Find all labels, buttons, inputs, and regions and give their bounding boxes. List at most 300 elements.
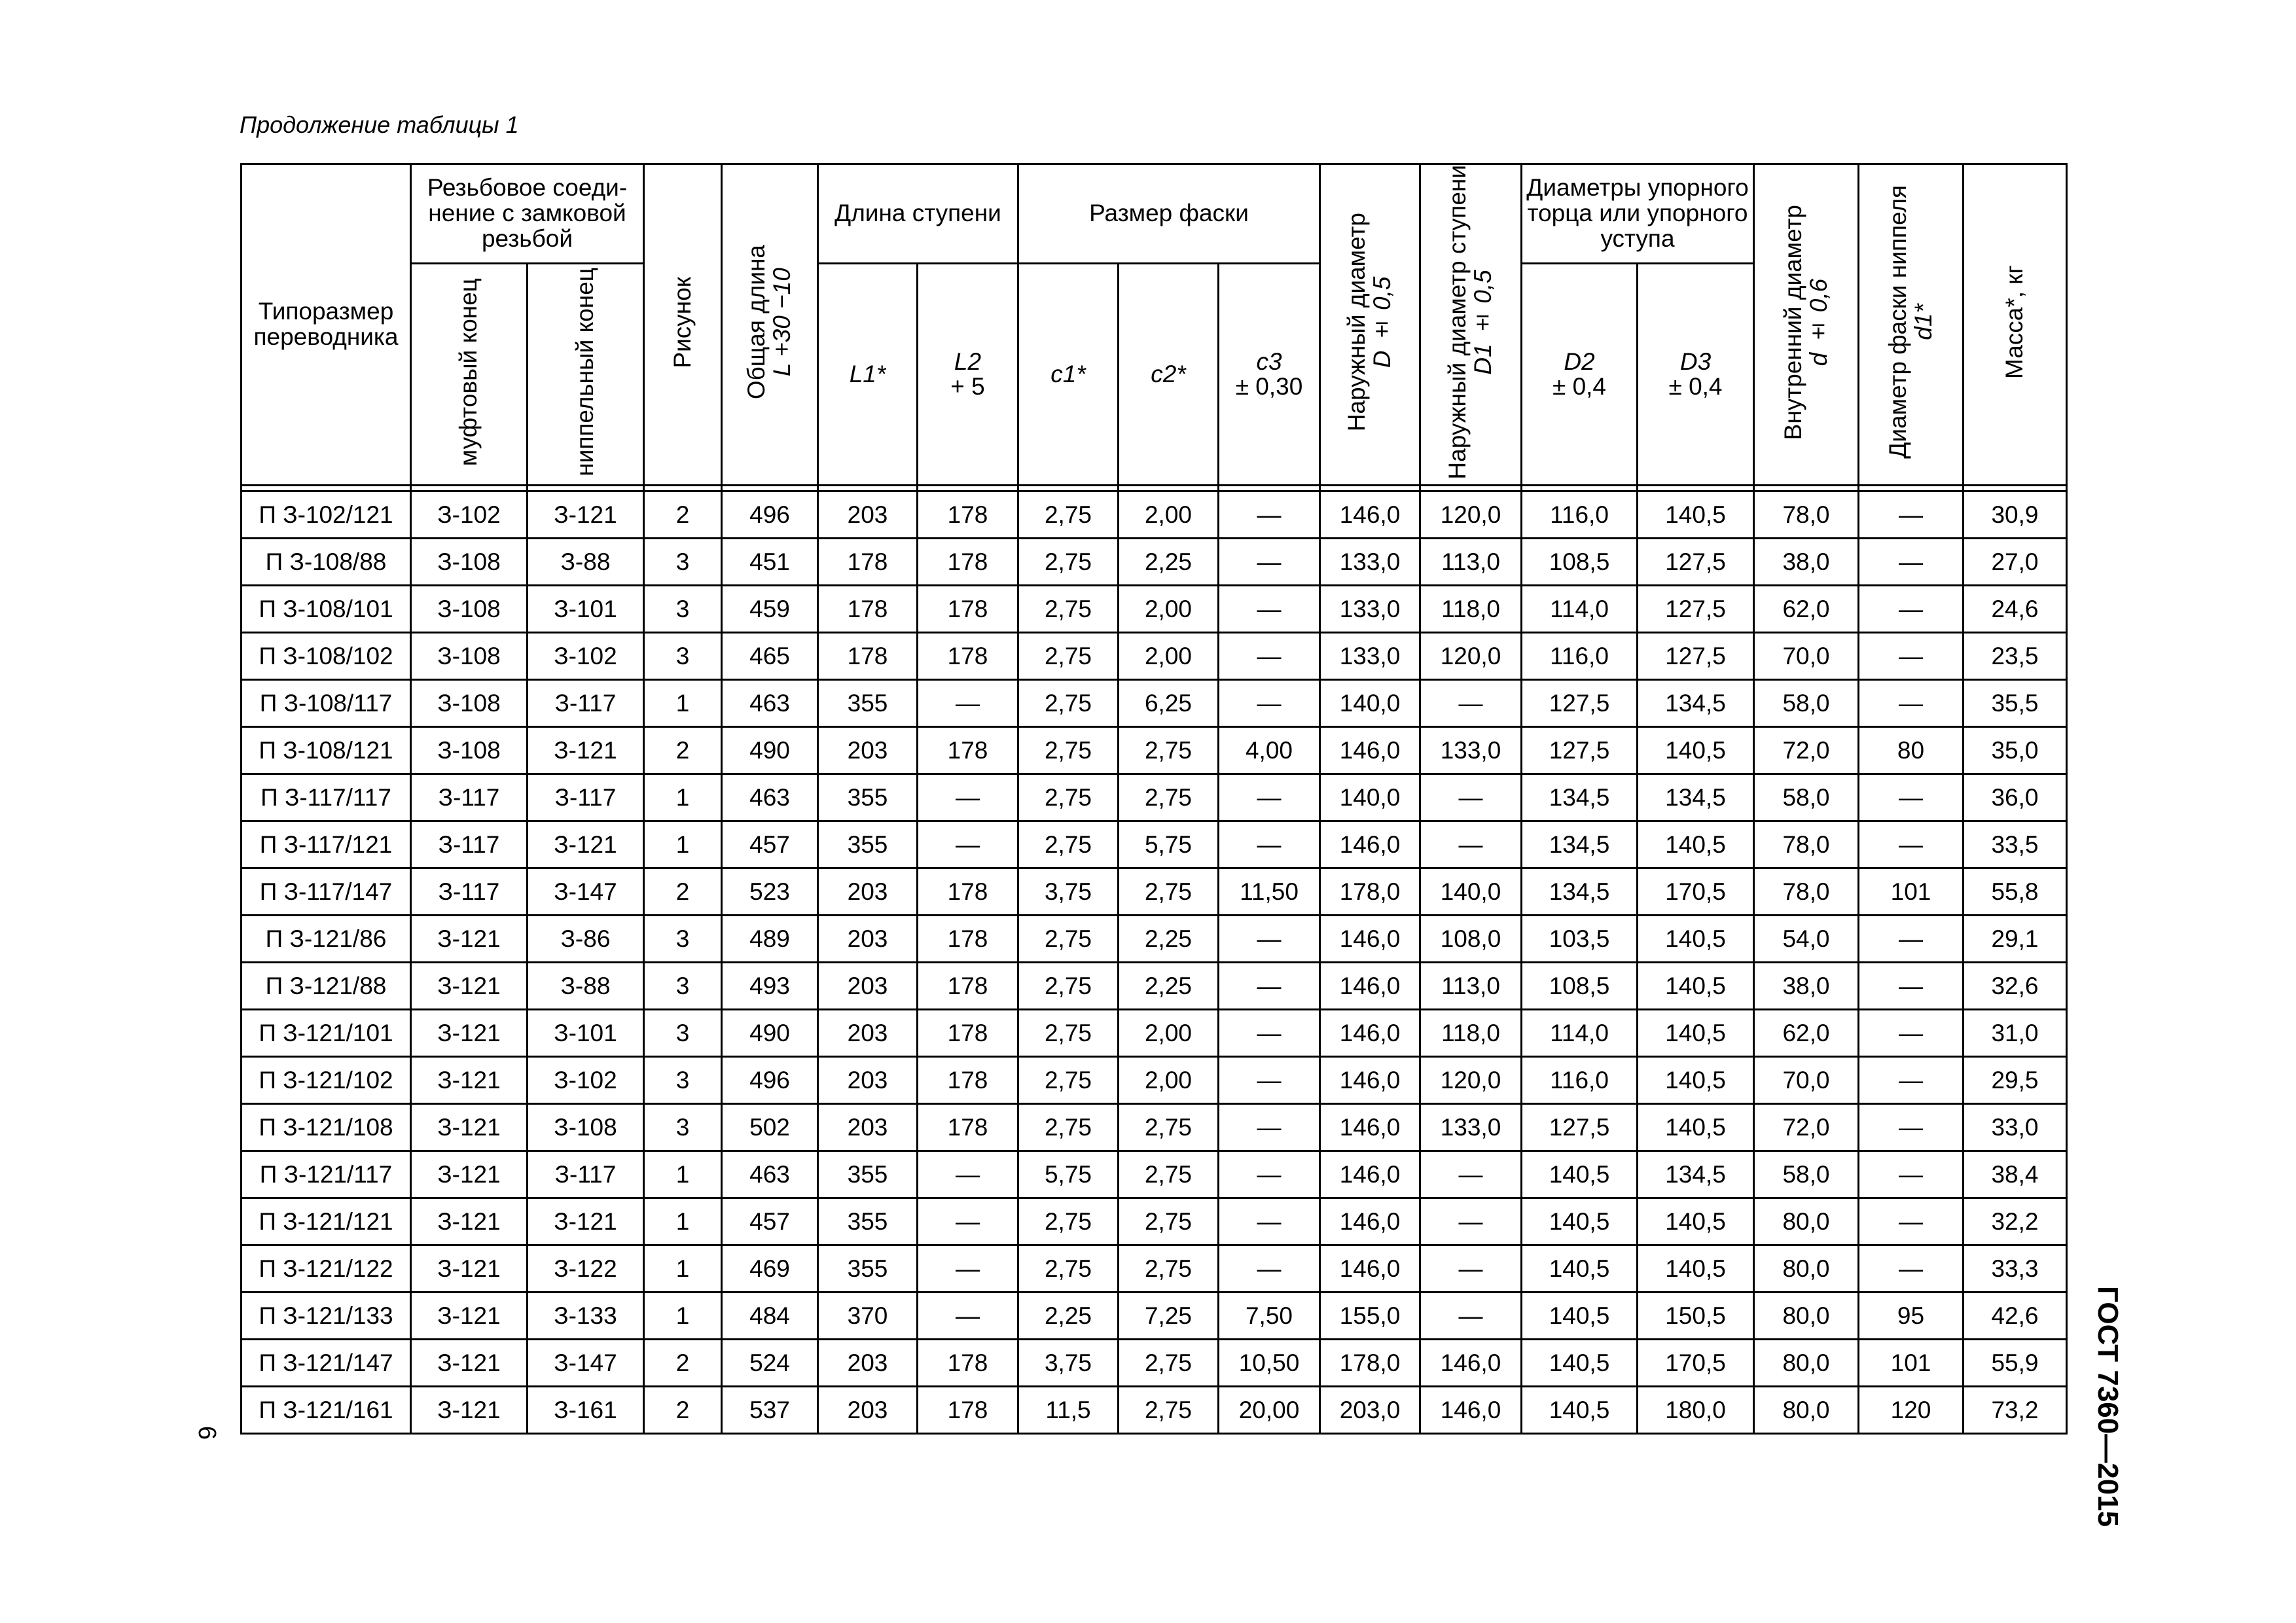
table-cell: 3 xyxy=(644,1010,722,1057)
table-cell: — xyxy=(1859,680,1964,727)
table-cell: 5,75 xyxy=(1018,1151,1119,1198)
table-cell: 113,0 xyxy=(1420,963,1522,1010)
table-cell: 490 xyxy=(722,1010,818,1057)
table-cell: 78,0 xyxy=(1754,821,1859,868)
table-row xyxy=(242,1151,2067,1198)
table-body xyxy=(242,491,2067,1434)
table-row xyxy=(242,586,2067,633)
table-cell: 2,75 xyxy=(1018,633,1119,680)
table-cell: П З-117/117 xyxy=(242,774,411,821)
table-row xyxy=(242,539,2067,586)
table-cell: 114,0 xyxy=(1522,1010,1638,1057)
table-cell: З-121 xyxy=(528,491,644,539)
table-cell: З-108 xyxy=(411,586,528,633)
table-cell: — xyxy=(1859,1245,1964,1293)
table-cell: 114,0 xyxy=(1522,586,1638,633)
table-cell: 178 xyxy=(918,868,1018,916)
table-cell: 140,5 xyxy=(1638,1057,1754,1104)
table-cell: 80 xyxy=(1859,727,1964,774)
table-cell: 2,25 xyxy=(1119,916,1219,963)
table-cell: 72,0 xyxy=(1754,727,1859,774)
table-cell: 6,25 xyxy=(1119,680,1219,727)
table-cell: 170,5 xyxy=(1638,868,1754,916)
table-cell: 108,5 xyxy=(1522,539,1638,586)
table-cell: 140,5 xyxy=(1522,1340,1638,1387)
table-cell: 178 xyxy=(918,727,1018,774)
table-row xyxy=(242,1057,2067,1104)
header-c3: c3 ± 0,30 xyxy=(1219,264,1320,486)
table-cell: 178 xyxy=(918,586,1018,633)
table-cell: 2,25 xyxy=(1119,539,1219,586)
table-cell: 140,5 xyxy=(1638,916,1754,963)
table-cell: 55,9 xyxy=(1964,1340,2067,1387)
table-cell: З-121 xyxy=(528,727,644,774)
table-cell: 2,75 xyxy=(1119,1387,1219,1434)
table-cell: З-101 xyxy=(528,586,644,633)
table-cell: 33,0 xyxy=(1964,1104,2067,1151)
table-cell: 78,0 xyxy=(1754,868,1859,916)
table-row xyxy=(242,491,2067,539)
table-cell: — xyxy=(918,1245,1018,1293)
table-cell: 80,0 xyxy=(1754,1245,1859,1293)
table-cell: 33,5 xyxy=(1964,821,2067,868)
table-cell: 80,0 xyxy=(1754,1293,1859,1340)
table-row xyxy=(242,868,2067,916)
table-cell: 3 xyxy=(644,633,722,680)
table-cell: 1 xyxy=(644,821,722,868)
header-thread-connection: Резьбовое соеди-нение с замковой резьбой xyxy=(411,164,644,264)
table-cell: 2,00 xyxy=(1119,491,1219,539)
table-row xyxy=(242,821,2067,868)
table-cell: 2,75 xyxy=(1018,1057,1119,1104)
table-cell: 140,5 xyxy=(1638,963,1754,1010)
table-cell: — xyxy=(1859,1057,1964,1104)
header-nipple-chamfer: Диаметр фаски ниппеля d1* xyxy=(1859,164,1964,486)
table-cell: 178,0 xyxy=(1320,868,1420,916)
table-cell: — xyxy=(1420,1198,1522,1245)
table-cell: З-117 xyxy=(528,1151,644,1198)
table-cell: 459 xyxy=(722,586,818,633)
standard-designation: ГОСТ 7360—2015 xyxy=(2092,1286,2124,1527)
table-cell: 140,5 xyxy=(1638,1198,1754,1245)
table-cell: 355 xyxy=(818,1198,918,1245)
table-cell: 140,0 xyxy=(1320,774,1420,821)
table-cell: 463 xyxy=(722,774,818,821)
table-cell: 140,5 xyxy=(1638,727,1754,774)
table-cell: 140,5 xyxy=(1522,1387,1638,1434)
table-cell: — xyxy=(918,680,1018,727)
table-cell: 178 xyxy=(918,1340,1018,1387)
table-cell: 2,75 xyxy=(1119,868,1219,916)
table-cell: — xyxy=(918,1198,1018,1245)
table-cell: 35,5 xyxy=(1964,680,2067,727)
table-cell: 140,5 xyxy=(1522,1293,1638,1340)
table-cell: З-121 xyxy=(411,963,528,1010)
table-cell: — xyxy=(1859,491,1964,539)
table-row xyxy=(242,963,2067,1010)
table-cell: — xyxy=(918,1151,1018,1198)
table-cell: 203 xyxy=(818,1340,918,1387)
table-cell: З-117 xyxy=(528,774,644,821)
table-cell: 146,0 xyxy=(1320,727,1420,774)
table-cell: 2,75 xyxy=(1018,916,1119,963)
table-cell: 370 xyxy=(818,1293,918,1340)
table-cell: 116,0 xyxy=(1522,633,1638,680)
header-l2: L2 + 5 xyxy=(918,264,1018,486)
header-typesize: Типоразмер переводника xyxy=(242,164,411,486)
table-cell: 2,75 xyxy=(1018,727,1119,774)
table-cell: 2,75 xyxy=(1018,963,1119,1010)
table-cell: З-117 xyxy=(528,680,644,727)
table-cell: П З-108/121 xyxy=(242,727,411,774)
table-cell: П З-117/121 xyxy=(242,821,411,868)
header-c2: c2* xyxy=(1119,264,1219,486)
table-cell: 502 xyxy=(722,1104,818,1151)
table-row xyxy=(242,916,2067,963)
table-cell: 108,5 xyxy=(1522,963,1638,1010)
table-cell: — xyxy=(1420,1293,1522,1340)
table-cell: 178 xyxy=(818,539,918,586)
table-cell: 38,4 xyxy=(1964,1151,2067,1198)
table-cell: 10,50 xyxy=(1219,1340,1320,1387)
table-cell: 120,0 xyxy=(1420,1057,1522,1104)
table-cell: 146,0 xyxy=(1320,916,1420,963)
table-cell: П З-121/101 xyxy=(242,1010,411,1057)
header-shoulder-diameters: Диаметры упорного торца или упорного уступа xyxy=(1522,164,1754,264)
table-cell: З-121 xyxy=(411,1151,528,1198)
adapter-table xyxy=(240,163,2068,1435)
table-cell: 116,0 xyxy=(1522,491,1638,539)
table-cell: П З-121/121 xyxy=(242,1198,411,1245)
table-cell: 11,50 xyxy=(1219,868,1320,916)
table-cell: П З-117/147 xyxy=(242,868,411,916)
table-cell: 23,5 xyxy=(1964,633,2067,680)
table-cell: 2,75 xyxy=(1018,680,1119,727)
table-cell: 38,0 xyxy=(1754,539,1859,586)
table-cell: 203 xyxy=(818,916,918,963)
table-cell: 140,5 xyxy=(1522,1198,1638,1245)
table-cell: 127,5 xyxy=(1638,539,1754,586)
table-cell: П З-121/102 xyxy=(242,1057,411,1104)
table-cell: 146,0 xyxy=(1320,1104,1420,1151)
table-cell: 150,5 xyxy=(1638,1293,1754,1340)
table-cell: 58,0 xyxy=(1754,1151,1859,1198)
table-cell: 1 xyxy=(644,1198,722,1245)
table-cell: 127,5 xyxy=(1638,586,1754,633)
table-cell: 1 xyxy=(644,1151,722,1198)
table-cell: — xyxy=(1859,1198,1964,1245)
table-cell: 2,75 xyxy=(1018,1245,1119,1293)
table-row xyxy=(242,774,2067,821)
table-cell: З-147 xyxy=(528,868,644,916)
header-total-length: Общая длина L +30 −10 xyxy=(722,164,818,486)
table-cell: З-117 xyxy=(411,868,528,916)
header-l1: L1* xyxy=(818,264,918,486)
table-cell: 7,50 xyxy=(1219,1293,1320,1340)
table-cell: — xyxy=(918,1293,1018,1340)
table-cell: 178 xyxy=(918,1387,1018,1434)
table-cell: — xyxy=(1859,916,1964,963)
table-cell: 140,0 xyxy=(1320,680,1420,727)
table-cell: 32,6 xyxy=(1964,963,2067,1010)
table-cell: 1 xyxy=(644,1293,722,1340)
table-cell: 2,75 xyxy=(1018,1198,1119,1245)
table-cell: З-101 xyxy=(528,1010,644,1057)
table-cell: 203 xyxy=(818,963,918,1010)
table-cell: — xyxy=(1859,1104,1964,1151)
table-cell: — xyxy=(1219,1151,1320,1198)
table-cell: П З-121/147 xyxy=(242,1340,411,1387)
table-cell: — xyxy=(1219,821,1320,868)
table-cell: 178 xyxy=(918,1104,1018,1151)
table-cell: 133,0 xyxy=(1420,1104,1522,1151)
table-cell: З-88 xyxy=(528,963,644,1010)
table-cell: 27,0 xyxy=(1964,539,2067,586)
table-cell: — xyxy=(1219,774,1320,821)
table-cell: — xyxy=(1859,1010,1964,1057)
table-cell: 2,75 xyxy=(1119,727,1219,774)
table-cell: 2,75 xyxy=(1119,774,1219,821)
table-cell: 80,0 xyxy=(1754,1340,1859,1387)
table-cell: 3,75 xyxy=(1018,1340,1119,1387)
header-d3: D3 ± 0,4 xyxy=(1638,264,1754,486)
table-cell: З-121 xyxy=(411,1293,528,1340)
table-cell: 2 xyxy=(644,491,722,539)
table-cell: 496 xyxy=(722,1057,818,1104)
table-cell: 355 xyxy=(818,680,918,727)
header-d2: D2 ± 0,4 xyxy=(1522,264,1638,486)
table-cell: 80,0 xyxy=(1754,1198,1859,1245)
header-coupling-end: муфтовый конец xyxy=(411,264,528,486)
table-cell: П З-121/86 xyxy=(242,916,411,963)
table-cell: 140,0 xyxy=(1420,868,1522,916)
table-cell: 101 xyxy=(1859,1340,1964,1387)
table-cell: 134,5 xyxy=(1522,774,1638,821)
table-cell: З-108 xyxy=(411,633,528,680)
table-cell: 178 xyxy=(918,916,1018,963)
table-cell: 3 xyxy=(644,586,722,633)
table-row xyxy=(242,1387,2067,1434)
table-cell: — xyxy=(1420,1245,1522,1293)
table-cell: З-121 xyxy=(528,821,644,868)
table-cell: З-121 xyxy=(411,1387,528,1434)
table-cell: 2,75 xyxy=(1119,1104,1219,1151)
table-cell: 133,0 xyxy=(1320,586,1420,633)
table-cell: 2,75 xyxy=(1119,1245,1219,1293)
table-cell: 203 xyxy=(818,727,918,774)
table-cell: — xyxy=(1219,963,1320,1010)
table-row xyxy=(242,1293,2067,1340)
table-row xyxy=(242,633,2067,680)
table-cell: 3 xyxy=(644,963,722,1010)
table-cell: П З-108/101 xyxy=(242,586,411,633)
table-cell: 120,0 xyxy=(1420,633,1522,680)
table-cell: 70,0 xyxy=(1754,633,1859,680)
table-cell: 2 xyxy=(644,1340,722,1387)
table-cell: 134,5 xyxy=(1638,1151,1754,1198)
table-cell: 3 xyxy=(644,1057,722,1104)
table-cell: 178 xyxy=(918,1057,1018,1104)
table-cell: З-108 xyxy=(411,680,528,727)
table-cell: 146,0 xyxy=(1320,821,1420,868)
table-cell: 2,25 xyxy=(1018,1293,1119,1340)
table-cell: 457 xyxy=(722,1198,818,1245)
table-cell: 2 xyxy=(644,868,722,916)
table-cell: З-147 xyxy=(528,1340,644,1387)
table-cell: З-121 xyxy=(411,1245,528,1293)
table-cell: 355 xyxy=(818,774,918,821)
table-cell: 3 xyxy=(644,539,722,586)
table-cell: 127,5 xyxy=(1638,633,1754,680)
table-cell: 101 xyxy=(1859,868,1964,916)
table-cell: 2,00 xyxy=(1119,633,1219,680)
table-cell: 355 xyxy=(818,1245,918,1293)
table-cell: 134,5 xyxy=(1522,868,1638,916)
table-cell: — xyxy=(1219,491,1320,539)
table-cell: — xyxy=(1219,1057,1320,1104)
table-cell: — xyxy=(1420,774,1522,821)
table-row xyxy=(242,1198,2067,1245)
table-cell: 103,5 xyxy=(1522,916,1638,963)
table-cell: З-121 xyxy=(411,1010,528,1057)
table-cell: 118,0 xyxy=(1420,1010,1522,1057)
table-cell: 62,0 xyxy=(1754,1010,1859,1057)
table-cell: 133,0 xyxy=(1320,539,1420,586)
table-cell: 2,75 xyxy=(1018,539,1119,586)
table-cell: 133,0 xyxy=(1420,727,1522,774)
table-cell: П З-102/121 xyxy=(242,491,411,539)
header-nipple-end: ниппельный конец xyxy=(528,264,644,486)
table-cell: П З-121/122 xyxy=(242,1245,411,1293)
table-cell: 155,0 xyxy=(1320,1293,1420,1340)
table-cell: 178 xyxy=(918,491,1018,539)
table-cell: 29,5 xyxy=(1964,1057,2067,1104)
table-cell: — xyxy=(1219,1245,1320,1293)
table-cell: — xyxy=(1859,586,1964,633)
header-chamfer-size: Размер фаски xyxy=(1018,164,1320,264)
table-cell: 465 xyxy=(722,633,818,680)
table-cell: З-161 xyxy=(528,1387,644,1434)
table-cell: З-121 xyxy=(411,1340,528,1387)
header-mass: Масса*, кг xyxy=(1964,164,2067,486)
table-cell: П З-121/108 xyxy=(242,1104,411,1151)
table-cell: 146,0 xyxy=(1320,1010,1420,1057)
table-cell: — xyxy=(1859,774,1964,821)
table-cell: — xyxy=(1219,916,1320,963)
table-cell: 95 xyxy=(1859,1293,1964,1340)
table-cell: 54,0 xyxy=(1754,916,1859,963)
table-cell: П З-108/117 xyxy=(242,680,411,727)
table-cell: 490 xyxy=(722,727,818,774)
table-cell: 146,0 xyxy=(1320,491,1420,539)
table-cell: 2,75 xyxy=(1119,1340,1219,1387)
table-cell: 140,5 xyxy=(1638,491,1754,539)
table-cell: З-86 xyxy=(528,916,644,963)
table-cell: 2,75 xyxy=(1018,774,1119,821)
table-cell: З-121 xyxy=(411,1057,528,1104)
table-cell: 2,25 xyxy=(1119,963,1219,1010)
table-cell: — xyxy=(1219,633,1320,680)
table-cell: 2,75 xyxy=(1018,821,1119,868)
table-cell: П З-121/161 xyxy=(242,1387,411,1434)
table-cell: 80,0 xyxy=(1754,1387,1859,1434)
header-step-length: Длина ступени xyxy=(818,164,1018,264)
table-cell: 523 xyxy=(722,868,818,916)
table-cell: П З-121/133 xyxy=(242,1293,411,1340)
table-cell: 134,5 xyxy=(1638,774,1754,821)
page-number: 6 xyxy=(193,1425,221,1440)
table-cell: — xyxy=(1219,586,1320,633)
table-cell: З-108 xyxy=(411,539,528,586)
table-cell: 70,0 xyxy=(1754,1057,1859,1104)
table-cell: — xyxy=(1859,963,1964,1010)
table-cell: 3 xyxy=(644,916,722,963)
table-cell: 203 xyxy=(818,1057,918,1104)
table-row xyxy=(242,1010,2067,1057)
table-cell: 146,0 xyxy=(1320,1151,1420,1198)
table-cell: 146,0 xyxy=(1420,1387,1522,1434)
table-cell: 72,0 xyxy=(1754,1104,1859,1151)
table-cell: 24,6 xyxy=(1964,586,2067,633)
table-cell: З-121 xyxy=(411,1104,528,1151)
table-row xyxy=(242,1104,2067,1151)
table-cell: П З-121/88 xyxy=(242,963,411,1010)
table-cell: 140,5 xyxy=(1638,1104,1754,1151)
table-cell: 2,75 xyxy=(1119,1151,1219,1198)
table-cell: 2,75 xyxy=(1119,1198,1219,1245)
table-cell: 32,2 xyxy=(1964,1198,2067,1245)
table-cell: 203 xyxy=(818,1010,918,1057)
table-cell: 463 xyxy=(722,1151,818,1198)
table-cell: 140,5 xyxy=(1522,1245,1638,1293)
table-cell: — xyxy=(1859,539,1964,586)
table-cell: 203 xyxy=(818,1104,918,1151)
table-cell: 146,0 xyxy=(1320,963,1420,1010)
table-cell: 140,5 xyxy=(1638,1245,1754,1293)
table-cell: — xyxy=(1420,680,1522,727)
table-cell: 3,75 xyxy=(1018,868,1119,916)
table-cell: З-117 xyxy=(411,821,528,868)
table-cell: 180,0 xyxy=(1638,1387,1754,1434)
table-cell: — xyxy=(1219,1198,1320,1245)
table-cell: 469 xyxy=(722,1245,818,1293)
table-cell: 30,9 xyxy=(1964,491,2067,539)
table-cell: 203 xyxy=(818,1387,918,1434)
table-cell: 140,5 xyxy=(1638,821,1754,868)
table-cell: — xyxy=(918,774,1018,821)
table-cell: 2,00 xyxy=(1119,1010,1219,1057)
table-cell: 120,0 xyxy=(1420,491,1522,539)
table-cell: 73,2 xyxy=(1964,1387,2067,1434)
table-cell: 524 xyxy=(722,1340,818,1387)
table-cell: 29,1 xyxy=(1964,916,2067,963)
table-cell: 496 xyxy=(722,491,818,539)
table-cell: 118,0 xyxy=(1420,586,1522,633)
table-cell: П З-108/88 xyxy=(242,539,411,586)
table-cell: 146,0 xyxy=(1320,1198,1420,1245)
table-cell: З-122 xyxy=(528,1245,644,1293)
table-cell: З-102 xyxy=(528,1057,644,1104)
table-cell: З-108 xyxy=(528,1104,644,1151)
table-cell: — xyxy=(1420,1151,1522,1198)
table-cell: 178 xyxy=(918,539,1018,586)
table-cell: 484 xyxy=(722,1293,818,1340)
table-cell: 355 xyxy=(818,821,918,868)
header-outer-diameter: Наружный диаметр D ± 0,5 xyxy=(1320,164,1420,486)
table-cell: 203 xyxy=(818,868,918,916)
table-cell: — xyxy=(1219,1010,1320,1057)
table-cell: 42,6 xyxy=(1964,1293,2067,1340)
